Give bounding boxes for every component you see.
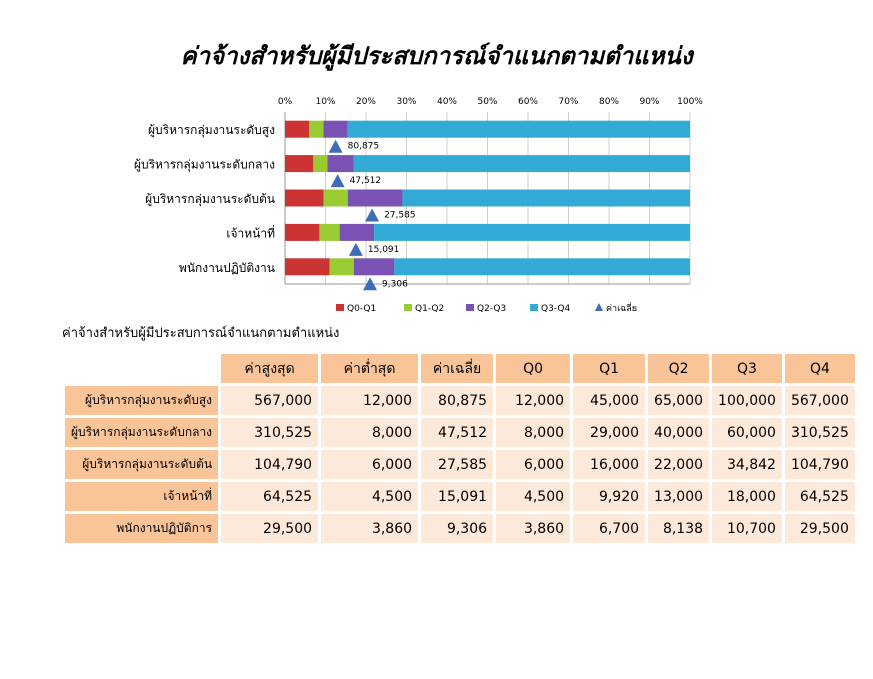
x-tick-label: 0% — [277, 97, 293, 107]
table-cell: 29,000 — [573, 418, 645, 447]
bar-segment — [340, 224, 374, 241]
table-header-row — [65, 354, 855, 383]
legend-label: Q0-Q1 — [347, 304, 377, 314]
table-corner — [65, 354, 218, 383]
column-header: Q2 — [648, 354, 709, 383]
column-header: Q3 — [712, 354, 782, 383]
x-tick-label: 20% — [355, 97, 377, 107]
x-tick-label: 30% — [396, 97, 417, 107]
table-row — [65, 514, 855, 543]
legend-label: Q2-Q3 — [477, 304, 507, 314]
row-header: ผู้บริหารกลุ่มงานระดับต้น — [65, 450, 218, 479]
row-header: ผู้บริหารกลุ่มงานระดับกลาง — [65, 418, 218, 447]
table-cell: 40,000 — [648, 418, 709, 447]
bar-segment — [348, 121, 690, 138]
table-cell: 3,860 — [321, 514, 418, 543]
salary-table — [62, 351, 858, 546]
bar-segment — [330, 258, 354, 275]
average-label: 27,585 — [384, 210, 416, 221]
table-cell: 12,000 — [496, 386, 570, 415]
average-label: 47,512 — [349, 176, 382, 187]
average-marker — [365, 209, 379, 222]
table-row — [65, 386, 855, 415]
table-cell: 9,306 — [421, 514, 493, 543]
table-cell: 29,500 — [221, 514, 318, 543]
table-cell: 6,000 — [496, 450, 570, 479]
legend-swatch — [404, 304, 412, 311]
table-cell: 64,525 — [785, 482, 855, 511]
legend-swatch — [595, 303, 603, 311]
table-cell: 567,000 — [221, 386, 318, 415]
table-cell: 29,500 — [785, 514, 855, 543]
bar-segment — [394, 258, 690, 275]
average-label: 15,091 — [367, 244, 400, 255]
column-header: ค่าเฉลี่ย — [421, 354, 493, 383]
category-label: ผู้บริหารกลุ่มงานระดับต้น — [145, 192, 275, 206]
category-label: ผู้บริหารกลุ่มงานระดับกลาง — [133, 157, 275, 172]
category-label: ผู้บริหารกลุ่มงานระดับสูง — [147, 123, 275, 138]
table-cell: 9,920 — [573, 482, 645, 511]
table-cell: 60,000 — [712, 418, 782, 447]
table-cell: 310,525 — [785, 418, 855, 447]
bar-segment — [374, 224, 690, 241]
table-cell: 104,790 — [785, 450, 855, 479]
table-body — [65, 386, 855, 543]
bar-segment — [285, 258, 330, 275]
bar-segment — [285, 121, 309, 138]
table-cell: 8,000 — [496, 418, 570, 447]
average-label: 80,875 — [347, 141, 380, 152]
table-cell: 3,860 — [496, 514, 570, 543]
bar-segment — [285, 155, 313, 172]
table-cell: 80,875 — [421, 386, 493, 415]
table-cell: 15,091 — [421, 482, 493, 511]
table-cell: 100,000 — [712, 386, 782, 415]
column-header: ค่าสูงสุด — [221, 354, 318, 383]
bar-segment — [402, 190, 690, 207]
table-row — [65, 418, 855, 447]
table-cell: 22,000 — [648, 450, 709, 479]
table-cell: 45,000 — [573, 386, 645, 415]
table-cell: 10,700 — [712, 514, 782, 543]
column-header: ค่าต่ำสุด — [321, 354, 418, 383]
row-header: พนักงานปฏิบัติการ — [65, 514, 218, 543]
bar-segment — [348, 190, 403, 207]
table-cell: 13,000 — [648, 482, 709, 511]
x-tick-label: 40% — [436, 97, 458, 107]
table-cell: 16,000 — [573, 450, 645, 479]
x-tick-label: 10% — [315, 97, 336, 107]
table-cell: 27,585 — [421, 450, 493, 479]
legend-swatch — [466, 304, 474, 311]
average-marker — [349, 243, 363, 256]
table-cell: 64,525 — [221, 482, 318, 511]
table-cell: 8,138 — [648, 514, 709, 543]
bar-segment — [285, 190, 323, 207]
chart-title: ค่าจ้างสำหรับผู้มีประสบการณ์จำแนกตามตำแหน่ง — [180, 41, 693, 70]
average-marker — [331, 174, 345, 187]
table-cell: 310,525 — [221, 418, 318, 447]
table-caption: ค่าจ้างสำหรับผู้มีประสบการณ์จำแนกตามตำแหน่ง — [62, 326, 340, 341]
row-header: เจ้าหน้าที่ — [65, 482, 218, 511]
x-tick-label: 100% — [677, 97, 703, 107]
legend-swatch — [530, 304, 538, 311]
bar-segment — [313, 155, 327, 172]
legend-label: ค่าเฉลี่ย — [606, 304, 638, 314]
x-tick-label: 60% — [517, 97, 539, 107]
legend-label: Q1-Q2 — [415, 304, 445, 314]
column-header: Q0 — [496, 354, 570, 383]
table-cell: 4,500 — [321, 482, 418, 511]
table-cell: 47,512 — [421, 418, 493, 447]
bar-segment — [354, 155, 690, 172]
table-cell: 567,000 — [785, 386, 855, 415]
average-marker — [329, 140, 343, 153]
bar-segment — [323, 190, 347, 207]
bar-segment — [285, 224, 319, 241]
table-cell: 34,842 — [712, 450, 782, 479]
table-cell: 18,000 — [712, 482, 782, 511]
category-label: เจ้าหน้าที่ — [226, 226, 275, 241]
bar-segment — [328, 155, 354, 172]
table-cell: 6,000 — [321, 450, 418, 479]
table-cell: 12,000 — [321, 386, 418, 415]
x-tick-label: 70% — [558, 97, 579, 107]
column-header: Q4 — [785, 354, 855, 383]
bar-segment — [354, 258, 395, 275]
legend-label: Q3-Q4 — [541, 304, 571, 314]
bar-segment — [323, 121, 347, 138]
x-tick-label: 90% — [639, 97, 660, 107]
table-cell: 4,500 — [496, 482, 570, 511]
table-cell: 104,790 — [221, 450, 318, 479]
category-label: พนักงานปฏิบัติงาน — [178, 260, 275, 275]
table-cell: 6,700 — [573, 514, 645, 543]
legend-swatch — [336, 304, 344, 311]
table-row — [65, 450, 855, 479]
column-header: Q1 — [573, 354, 645, 383]
row-header: ผู้บริหารกลุ่มงานระดับสูง — [65, 386, 218, 415]
stacked-bar-chart — [0, 0, 873, 325]
x-tick-label: 50% — [477, 97, 498, 107]
table-row — [65, 482, 855, 511]
table-cell: 65,000 — [648, 386, 709, 415]
table-cell: 8,000 — [321, 418, 418, 447]
bar-segment — [309, 121, 323, 138]
average-label: 9,306 — [382, 279, 408, 290]
x-tick-label: 80% — [598, 97, 620, 107]
bar-segment — [319, 224, 339, 241]
